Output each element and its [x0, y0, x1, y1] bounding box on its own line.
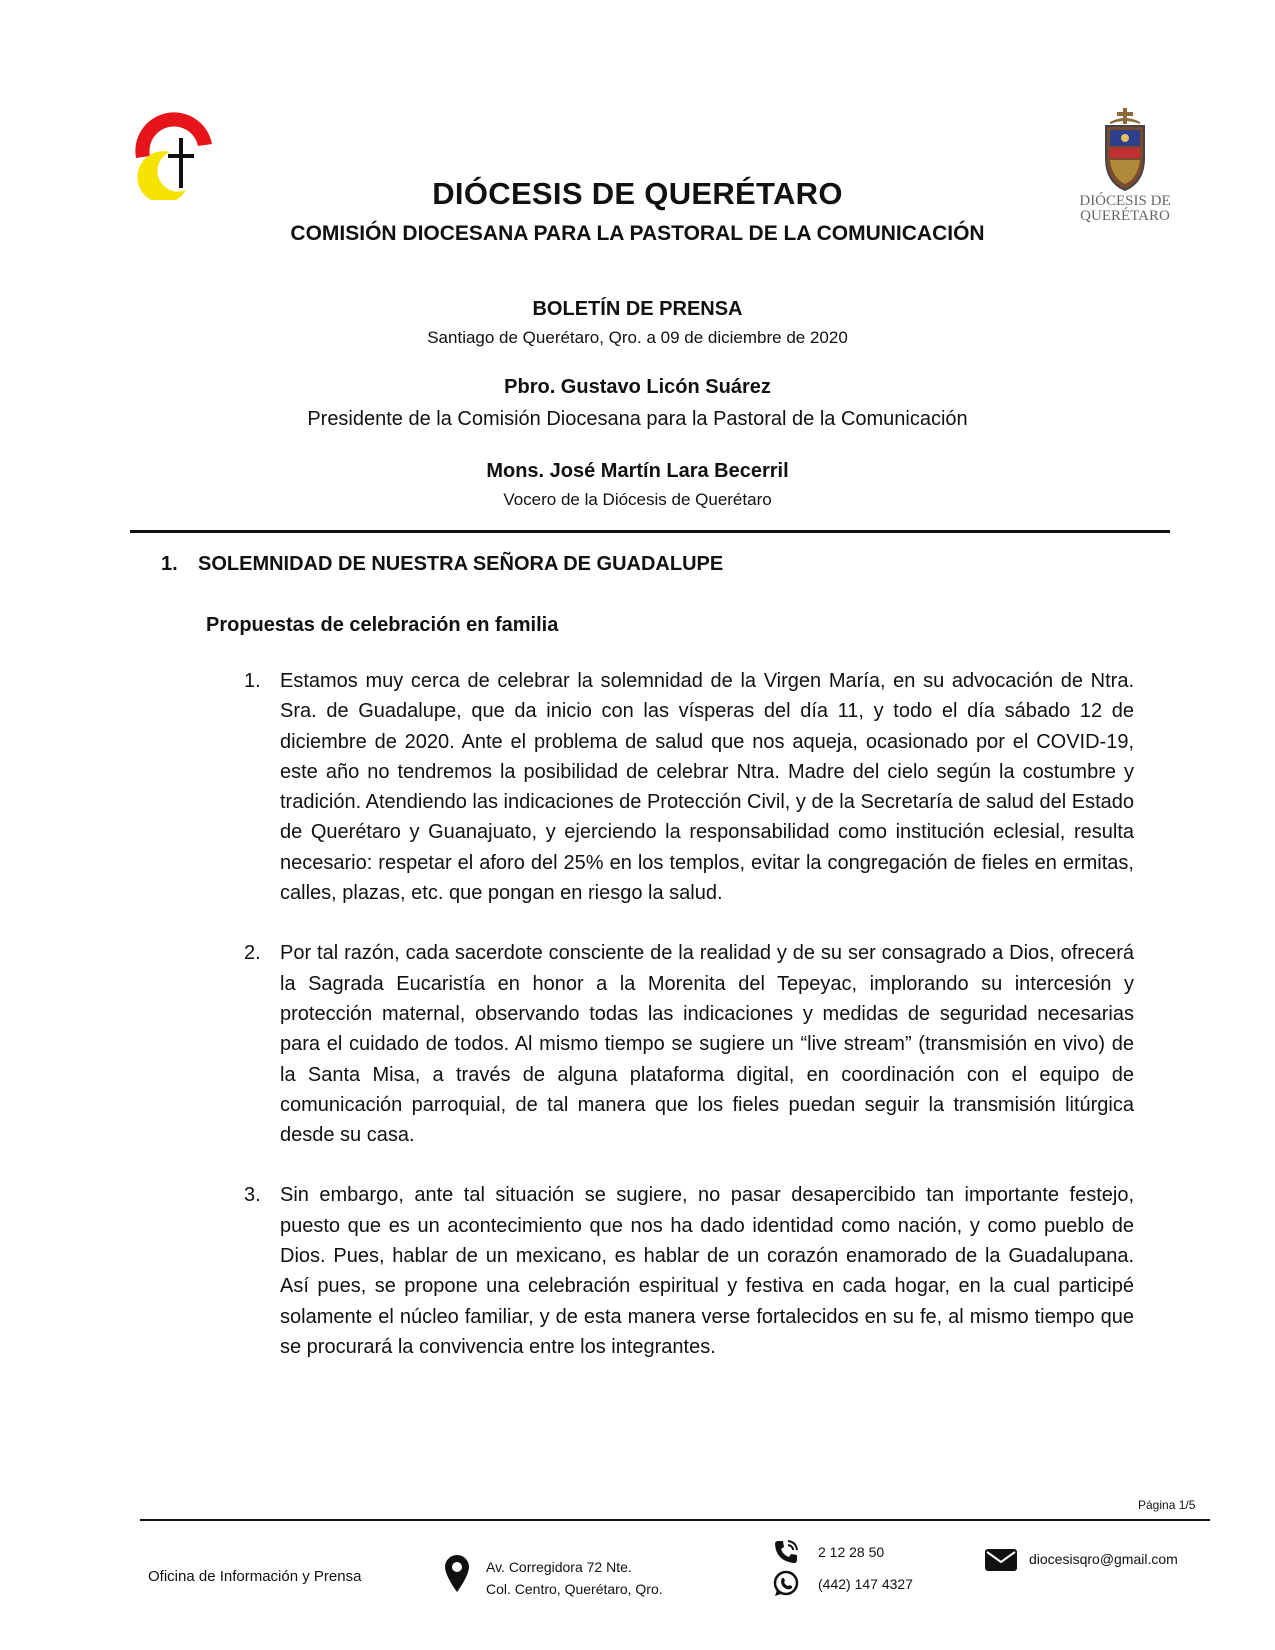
footer-divider [140, 1519, 1210, 1521]
address-line2: Col. Centro, Querétaro, Qro. [486, 1581, 663, 1597]
section-subheading: Propuestas de celebración en familia [206, 614, 559, 636]
list-item-text: Sin embargo, ante tal situación se sugiere, no pasar desapercibido tan importante festejo, puesto que es un acontecimiento que nos ha dado identidad como nación, y como pueblo de Dios. Pues, hablar de un mexicano, es hablar de un corazón enamorado de la Guadalupana. Así pues, se propone una celebración espiritual y festiva en cada hogar, en la cual participé solamente el núcleo familiar, y de esta manera verse fortalecidos en su fe, al mismo tiempo que se procurará la convivencia entre los integrantes. [280, 1184, 1134, 1358]
list-item [244, 938, 1134, 1150]
list-item [244, 666, 1134, 908]
person1-role: Presidente de la Comisión Diocesana para la Pastoral de la Comunicación [307, 408, 968, 430]
person2-role: Vocero de la Diócesis de Querétaro [503, 490, 772, 509]
list-item [244, 1180, 1134, 1362]
person2-name: Mons. José Martín Lara Becerril [486, 460, 789, 482]
bulletin-heading: BOLETÍN DE PRENSA [532, 298, 743, 320]
address [486, 1556, 663, 1600]
logo-text-line2: QUERÉTARO [1080, 208, 1170, 224]
page-number: Página 1/5 [1138, 1498, 1196, 1512]
phone-icon [772, 1538, 800, 1571]
phone-number: 2 12 28 50 [818, 1544, 885, 1560]
section-title: SOLEMNIDAD DE NUESTRA SEÑORA DE GUADALUPE [198, 553, 724, 575]
list-item-number: 2. [244, 942, 261, 965]
numbered-list [244, 666, 1134, 1392]
header-divider [130, 530, 1170, 533]
list-item-number: 3. [244, 1184, 261, 1207]
office-name: Oficina de Información y Prensa [148, 1568, 362, 1585]
email-address: diocesisqro@gmail.com [1029, 1551, 1178, 1567]
dateline: Santiago de Querétaro, Qro. a 09 de diciembre de 2020 [427, 328, 848, 347]
logo-text-line1: DIÓCESIS DE [1079, 193, 1171, 209]
list-item-text: Estamos muy cerca de celebrar la solemnidad de la Virgen María, en su advocación de Ntra. Sra. de Guadalupe, que da inicio con las vísperas del día 11, y todo el día sábado 12 de diciembre de 2020. Ante el problema de salud que nos aqueja, ocasionado por el COVID-19, este año no tendremos la posibilidad de celebrar Ntra. Madre del cielo según la costumbre y tradición. Atendiendo las indicaciones de Protección Civil, y de la Secretaría de salud del Estado de Querétaro y Guanajuato, y ejerciendo la responsabilidad como institución eclesial, resulta necesario: respetar el aforo del 25% en los templos, evitar la congregación de fieles en ermitas, calles, plazas, etc. que pongan en riesgo la salud. [280, 670, 1134, 905]
envelope-icon [984, 1547, 1018, 1578]
person1-name: Pbro. Gustavo Licón Suárez [504, 376, 771, 398]
list-item-text: Por tal razón, cada sacerdote consciente de la realidad y de su ser consagrado a Dios, ofrecerá la Sagrada Eucaristía en honor a la Morenita del Tepeyac, implorando su intercesión y protección maternal, observando todas las indicaciones y medidas de seguridad necesarias para el cuidado de todos. Al mismo tiempo se sugiere un “live stream” (transmisión en vivo) de la Santa Misa, a través de alguna plataforma digital, en coordinación con el equipo de comunicación parroquial, de tal manera que los fieles puedan seguir la transmisión litúrgica desde su casa. [280, 942, 1134, 1147]
list-item-number: 1. [244, 670, 261, 692]
section-number: 1. [161, 553, 178, 575]
address-line1: Av. Corregidora 72 Nte. [486, 1559, 632, 1575]
location-pin-icon [444, 1554, 470, 1599]
page-subtitle: COMISIÓN DIOCESANA PARA LA PASTORAL DE LA COMUNICACIÓN [290, 222, 985, 245]
page-title: DIÓCESIS DE QUERÉTARO [432, 176, 843, 211]
whatsapp-number: (442) 147 4327 [818, 1576, 913, 1592]
section-heading [161, 553, 723, 576]
whatsapp-icon [772, 1570, 800, 1603]
